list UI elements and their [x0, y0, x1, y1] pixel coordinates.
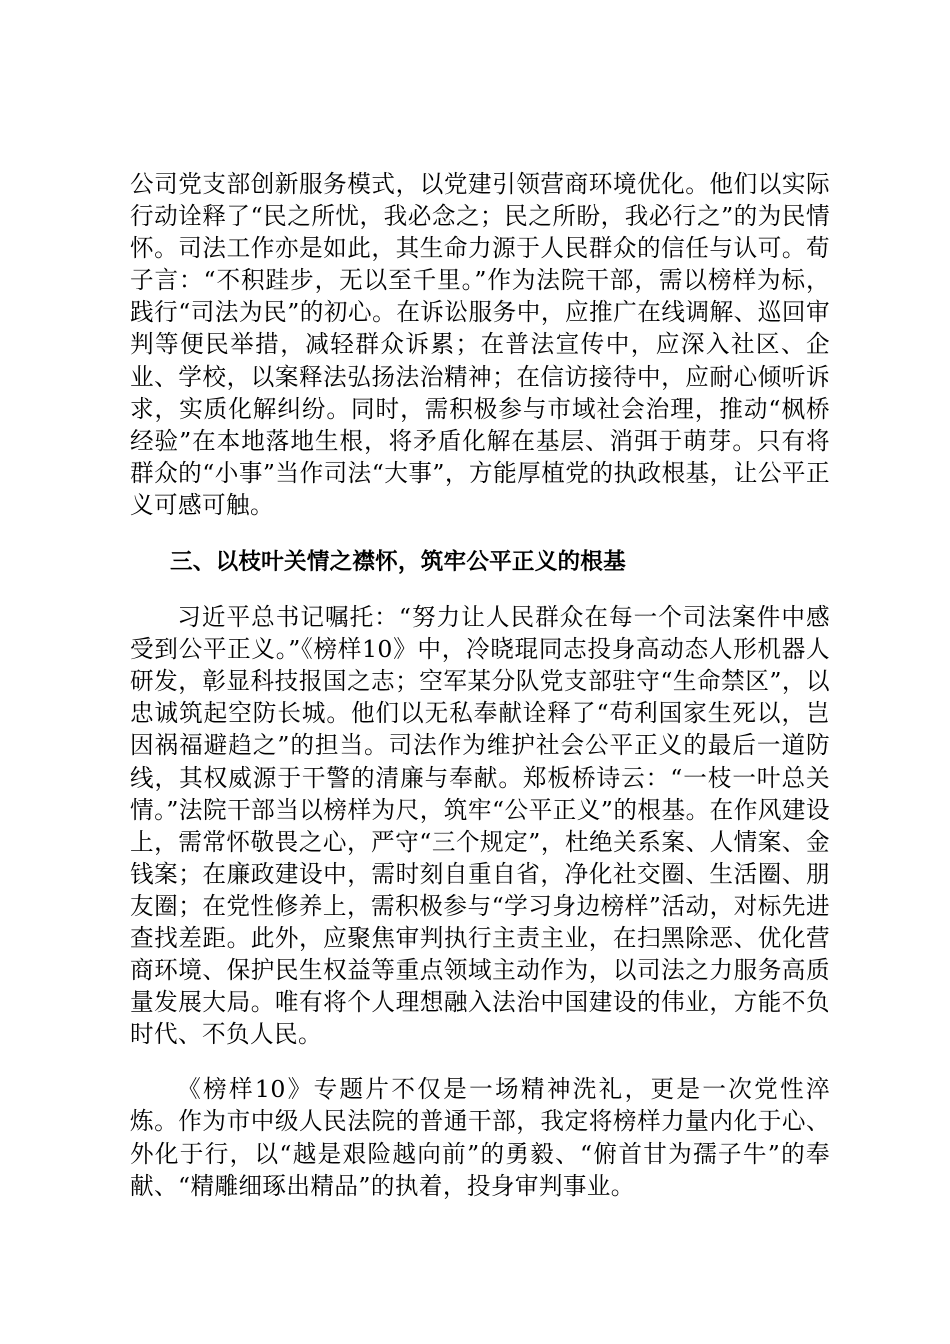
- paragraph-conclusion: 《榜样10》专题片不仅是一场精神洗礼，更是一次党性淬炼。作为市中级人民法院的普通干部，我定将榜样力量内化于心、外化于行，以“越是艰险越向前”的勇毅、“俯首甘为孺子牛”的奉献、“精雕细琢出精品”的执着，投身审判事业。: [130, 1075, 830, 1200]
- paragraph-section-3: 习近平总书记嘱托：“努力让人民群众在每一个司法案件中感受到公平正义。”《榜样10》中，冷晓琨同志投身高动态人形机器人研发，彰显科技报国之志；空军某分队党支部驻守“生命禁区”，以忠诚筑起空防长城。他们以无私奉献诠释了“苟利国家生死以，岂因祸福避趋之”的担当。司法作为维护社会公平正义的最后一道防线，其权威源于干警的清廉与奉献。郑板桥诗云：“一枝一叶总关情。”法院干部当以榜样为尺，筑牢“公平正义”的根基。在作风建设上，需常怀敬畏之心，严守“三个规定”，杜绝关系案、人情案、金钱案；在廉政建设中，需时刻自重自省，净化社交圈、生活圈、朋友圈；在党性修养上，需积极参与“学习身边榜样”活动，对标先进查找差距。此外，应聚焦审判执行主责主业，在扫黑除恶、优化营商环境、保护民生权益等重点领域主动作为，以司法之力服务高质量发展大局。唯有将个人理想融入法治中国建设的伟业，方能不负时代、不负人民。: [130, 603, 830, 1049]
- section-heading-3: 三、以枝叶关情之襟怀，筑牢公平正义的根基: [170, 549, 626, 576]
- paragraph-continued: 公司党支部创新服务模式，以党建引领营商环境优化。他们以实际行动诠释了“民之所忧，我必念之；民之所盼，我必行之”的为民情怀。司法工作亦是如此，其生命力源于人民群众的信任与认可。荀子言：“不积跬步，无以至千里。”作为法院干部，需以榜样为标，践行“司法为民”的初心。在诉讼服务中，应推广在线调解、巡回审判等便民举措，减轻群众诉累；在普法宣传中，应深入社区、企业、学校，以案释法弘扬法治精神；在信访接待中，应耐心倾听诉求，实质化解纠纷。同时，需积极参与市域社会治理，推动“枫桥经验”在本地落地生根，将矛盾化解在基层、消弭于萌芽。只有将群众的“小事”当作司法“大事”，方能厚植党的执政根基，让公平正义可感可触。: [130, 170, 830, 519]
- document-body: [130, 168, 830, 1202]
